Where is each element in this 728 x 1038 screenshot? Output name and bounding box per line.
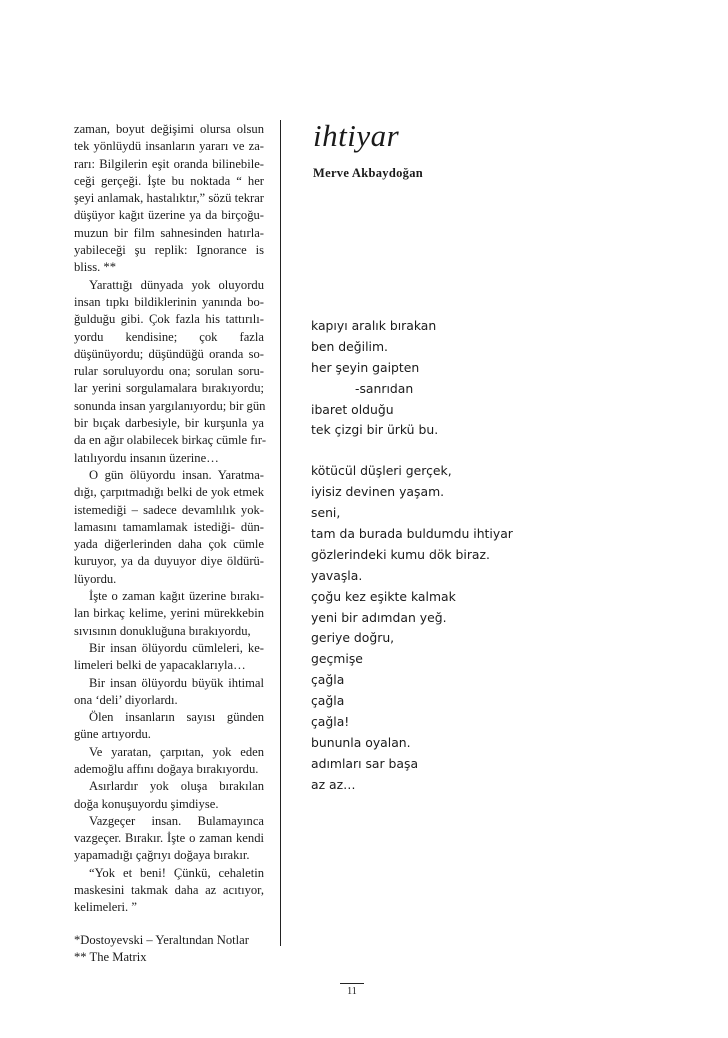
poem-line: ben değilim. [311, 338, 388, 354]
prose-line: lamasını tamamlamak istediği- dün- [74, 519, 264, 534]
poem-line: çağla [311, 672, 345, 688]
poem-line: seni, [311, 505, 341, 521]
prose-line: Ölen insanların sayısı günden [89, 710, 264, 725]
prose-line: istemediği – sadece devamlılık yok- [74, 502, 264, 517]
prose-line: Vazgeçer insan. Bulamayınca [89, 813, 264, 828]
footnote: *Dostoyevski – Yeraltından Notlar [74, 932, 249, 947]
page-number: 11 [340, 983, 364, 997]
poem-line: ibaret olduğu [311, 401, 394, 417]
column-divider [280, 120, 281, 946]
prose-column [74, 121, 267, 966]
poem-line: -sanrıdan [355, 380, 414, 396]
prose-line: İşte o zaman kağıt üzerine bırakı- [89, 589, 264, 604]
poem-line: gözlerindeki kumu dök biraz. [311, 546, 490, 562]
poem-line: az az… [311, 776, 356, 792]
poem-line: çağla [311, 693, 345, 709]
prose-line: dığı, çarpıtmadığı belki de yok etmek [74, 485, 264, 500]
prose-line: Asırlardır yok oluşa bırakılan [89, 779, 264, 794]
prose-line: da en ağır olabilecek birkaç cümle fır- [74, 433, 267, 448]
prose-line: lar yerini sorgulamalara bırakıyordu; [74, 381, 264, 396]
poem-line: çağla! [311, 714, 350, 730]
poem-line: geriye doğru, [311, 630, 395, 646]
prose-line: şeyi anlamak, hastalıktır,” sözü tekrar [74, 191, 264, 206]
prose-line: rular soruluyordu ona; sorulan soru- [74, 364, 264, 379]
prose-line: zaman, boyut değişimi olursa olsun [74, 122, 264, 136]
prose-line: bliss. ** [74, 260, 116, 275]
poem-line: kötücül düşleri gerçek, [311, 463, 452, 479]
poem-line: tam da burada buldumdu ihtiyar [311, 526, 513, 542]
prose-line: Bir insan ölüyordu büyük ihtimal [89, 675, 264, 690]
poem-line: adımları sar başa [311, 755, 419, 771]
prose-line: düşünüyordu; düşündüğü oranda so- [74, 346, 264, 361]
poem-body [311, 316, 513, 796]
prose-line: “Yok et beni! Çünkü, cehaletin [89, 865, 264, 880]
prose-line: Ve yaratan, çarpıtan, yok eden [89, 744, 264, 759]
prose-line: lüyordu. [74, 571, 117, 586]
poem-title: ihtiyar [313, 118, 400, 153]
poem-line: yavaşla. [311, 567, 363, 583]
prose-line: latılıyordu insanın üzerine… [74, 450, 219, 465]
prose-line: Yarattığı dünyada yok oluyordu [89, 277, 264, 292]
prose-line: sonunda insan yargılanıyordu; bir gün [74, 398, 266, 413]
footnote: ** The Matrix [74, 949, 147, 964]
poem-line: kapıyı aralık bırakan [311, 318, 437, 333]
prose-line: muzun bir film sahnesinden hatırla- [74, 225, 264, 240]
prose-line: sıvısının donukluğuna bırakıyordu, [74, 623, 251, 638]
prose-line: ceği gerçeği. İşte bu noktada “ her [74, 173, 264, 188]
poem-line: tek çizgi bir ürkü bu. [311, 422, 439, 438]
prose-line: bir bıçak darbesiyle, bir kurşunla ya [74, 416, 264, 431]
prose-line: yabileceği şu replik: Ignorance is [74, 243, 264, 258]
prose-line: yordu kendisine; çok fazla [74, 329, 264, 344]
prose-line: doğa konuşuyordu şimdiyse. [74, 796, 219, 811]
prose-line: ona ‘deli’ diyorlardı. [74, 692, 178, 707]
prose-line: tek yönlüydü insanların yararı ve za- [74, 139, 264, 154]
prose-line: yada diğerlerinden daha çok cümle [74, 537, 264, 552]
poem-line: bununla oyalan. [311, 734, 411, 750]
prose-line: güne artıyordu. [74, 727, 151, 742]
prose-line: limeleri belki de yapacaklarıyla… [74, 658, 246, 673]
poem-line: her şeyin gaipten [311, 359, 420, 375]
poem-line: geçmişe [311, 651, 363, 667]
prose-line: kelimeleri. ” [74, 900, 137, 915]
prose-line: O gün ölüyordu insan. Yaratma- [89, 467, 264, 482]
prose-line: Bir insan ölüyordu cümleleri, ke- [89, 640, 264, 655]
prose-line: vazgeçer. Bırakır. İşte o zaman kendi [74, 831, 264, 846]
prose-line: düşüyor kağıt üzerine ya da birçoğu- [74, 208, 264, 223]
poem-author: Merve Akbaydoğan [313, 166, 424, 180]
prose-line: insan tıpkı bildiklerinin yanında bo- [74, 294, 264, 309]
prose-line: kuruyor, ya da duyuyor diye öldürü- [74, 554, 264, 569]
prose-line: ğulduğu gibi. Çok fazla his tattırılı- [74, 312, 264, 327]
prose-line: yapamadığı çağrıyı doğaya bırakır. [74, 848, 250, 863]
poem-line: yeni bir adımdan yeğ. [311, 609, 447, 625]
poem-line: çoğu kez eşikte kalmak [311, 588, 456, 604]
poem-line: iyisiz devinen yaşam. [311, 484, 445, 500]
prose-line: rarı: Bilgilerin eşit oranda bilinebile- [74, 156, 264, 171]
prose-line: lan birkaç kelime, yerini mürekkebin [74, 606, 264, 621]
footnotes [74, 932, 264, 967]
prose-line: ademoğlu affını doğaya bırakıyordu. [74, 761, 259, 776]
prose-line: maskesini takmak daha az acıtıyor, [74, 883, 264, 898]
